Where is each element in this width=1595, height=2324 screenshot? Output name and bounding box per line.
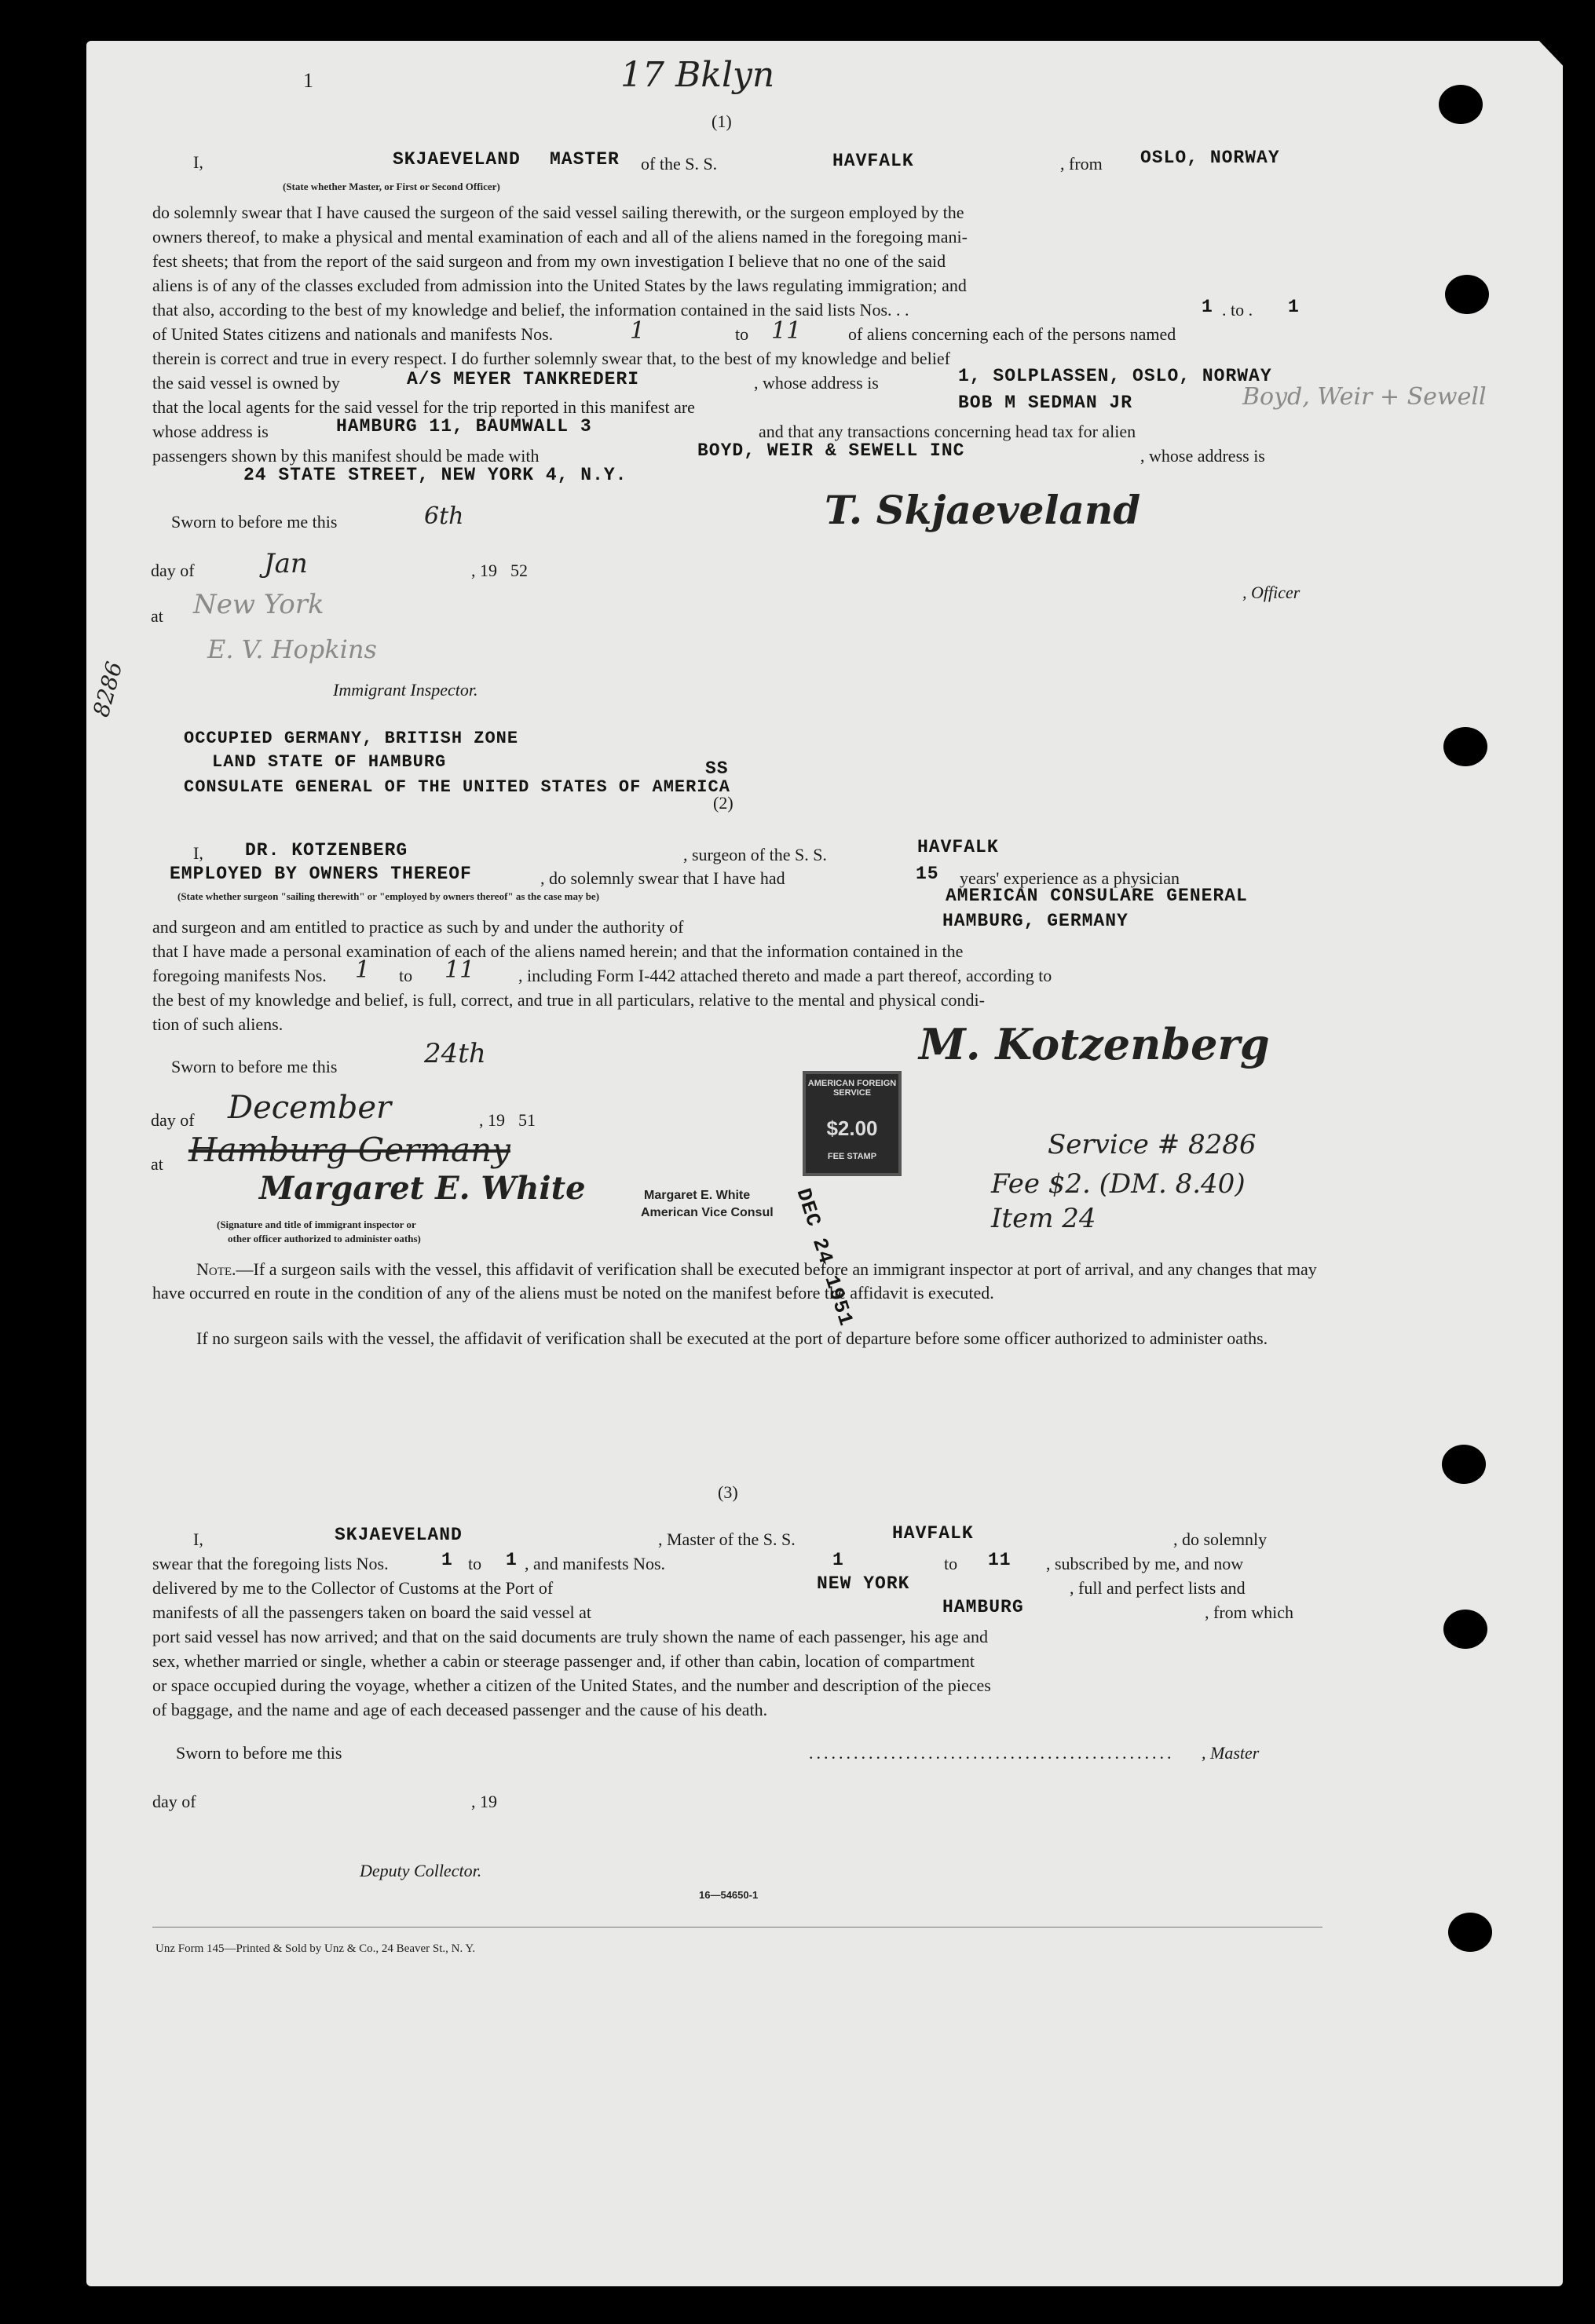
footer-divider [152, 1927, 1322, 1928]
at-label: at [151, 1154, 163, 1174]
form-number: 16—54650-1 [699, 1889, 759, 1901]
authority: AMERICAN CONSULARE GENERAL [946, 886, 1248, 906]
body-line: of baggage, and the name and age of each deceased passenger and the cause of his death. [152, 1700, 768, 1719]
note-text: —If a surgeon sails with the vessel, this affidavit of verification shall be executed before an immigrant inspector at port of arrival, and any changes that may have occurred en route in the condition of any of the aliens must be noted on the manifest before the affidavit is executed. [152, 1259, 1317, 1303]
lists-from: 1 [441, 1550, 453, 1570]
body-line: the said vessel is owned by [152, 373, 340, 393]
lists-to: 1 [506, 1550, 518, 1570]
consulate-stamp-line: OCCUPIED GERMANY, BRITISH ZONE [184, 729, 519, 748]
text-intro: I, [193, 843, 203, 863]
body-line: tion of such aliens. [152, 1014, 284, 1034]
punch-hole [1443, 1610, 1487, 1649]
collector-caption: Deputy Collector. [360, 1861, 482, 1880]
year-label: , 19 [471, 561, 497, 580]
arrival-port: NEW YORK [817, 1573, 910, 1594]
text-intro: I, [193, 1529, 203, 1549]
body-line: , including Form I-442 attached thereto and made a part thereof, according to [518, 966, 1052, 985]
body-line: that I have made a personal examination of each of the aliens named herein; and that the information contained in the [152, 941, 964, 961]
employment-caption: (State whether surgeon "sailing therewith" or "employed by owners thereof" as the case may be) [177, 890, 600, 902]
sworn-day: 6th [424, 502, 464, 530]
master-name: SKJAEVELAND [335, 1525, 463, 1545]
manifests-to-hand: 11 [771, 317, 802, 345]
manifests-from-hand: 1 [630, 317, 646, 345]
vessel-owner: A/S MEYER TANKREDERI [407, 369, 640, 389]
handwritten-port-note: 17 Bklyn [620, 55, 775, 95]
text-surgeon-of: , surgeon of the S. S. [683, 845, 827, 864]
body-line: whose address is [152, 422, 269, 441]
manifests-to: 11 [444, 956, 475, 984]
owner-address: 1, SOLPLASSEN, OSLO, NORWAY [958, 366, 1272, 386]
margin-number: 8286 [88, 659, 128, 720]
body-line: years' experience as a physician [960, 868, 1180, 888]
punch-hole [1439, 85, 1483, 124]
consul-name: Margaret E. White [644, 1189, 751, 1202]
officer-label: , Officer [1242, 583, 1301, 602]
body-line: that also, according to the best of my knowledge and belief, the information contained in the said lists Nos. . . [152, 300, 909, 320]
section-number: (3) [718, 1482, 738, 1502]
taxpayer-address: 24 STATE STREET, NEW YORK 4, N.Y. [243, 465, 627, 485]
body-line: port said vessel has now arrived; and that on the said documents are truly shown the name of each passenger, his age and [152, 1627, 988, 1646]
body-line: passengers shown by this manifest should be made with [152, 446, 540, 466]
text-intro: I, [193, 152, 203, 172]
body-line: aliens is of any of the classes excluded from admission into the United States by the laws regulating immigration; and [152, 276, 967, 295]
master-role: MASTER [550, 149, 620, 170]
consul-title: American Vice Consul [641, 1206, 774, 1219]
note-label: Note. [196, 1259, 236, 1279]
lists-from: 1 [1202, 297, 1213, 317]
body-line: swear that the foregoing lists Nos. [152, 1554, 389, 1573]
consulate-stamp-mark: SS [705, 758, 729, 779]
body-line: do solemnly swear that I have caused the surgeon of the said vessel sailing therewith, or the surgeon employed by the [152, 203, 964, 222]
body-line: , full and perfect lists and [1070, 1578, 1246, 1598]
fee-stamp-header: AMERICAN FOREIGN SERVICE [807, 1079, 897, 1098]
year-value: 51 [518, 1110, 536, 1130]
role-caption: (State whether Master, or First or Second Officer) [283, 181, 500, 192]
note-paragraph [152, 1258, 1322, 1305]
section-number: (1) [712, 111, 732, 131]
consulate-stamp-line: CONSULATE GENERAL OF THE UNITED STATES OF AMERICA [184, 777, 730, 797]
local-agent: BOB M SEDMAN JR [958, 393, 1133, 413]
vessel-name: HAVFALK [917, 837, 999, 857]
head-tax-payer: BOYD, WEIR & SEWELL INC [697, 440, 965, 461]
sworn-label: Sworn to before me this [171, 512, 338, 532]
text-from: , from [1060, 154, 1103, 174]
fee-stamp [803, 1071, 902, 1176]
body-line: therein is correct and true in every respect. I do further solemnly swear that, to the best of my knowledge and belief [152, 349, 950, 368]
body-line: , from which [1205, 1602, 1294, 1622]
text-to: . to . [1222, 300, 1253, 320]
surgeon-employment: EMPLOYED BY OWNERS THEREOF [170, 864, 472, 884]
sworn-place: New York [193, 589, 324, 620]
surgeon-signature: M. Kotzenberg [919, 1019, 1270, 1069]
at-label: at [151, 606, 163, 626]
authority-place: HAMBURG, GERMANY [942, 911, 1129, 931]
printer-credit: Unz Form 145—Printed & Sold by Unz & Co., 24 Beaver St., N. Y. [155, 1942, 476, 1955]
consulate-stamp-line: LAND STATE OF HAMBURG [212, 752, 447, 772]
body-line: delivered by me to the Collector of Customs at the Port of [152, 1578, 554, 1598]
text-master-of: , Master of the S. S. [658, 1529, 796, 1549]
manifests-to: 11 [988, 1550, 1012, 1570]
signature-caption: (Signature and title of immigrant inspector or [217, 1219, 416, 1230]
date-stamp: DEC 24 1951 [791, 1186, 858, 1329]
text-to: to [468, 1554, 482, 1573]
body-line: sex, whether married or single, whether a cabin or steerage passenger and, if other than cabin, location of compartment [152, 1651, 975, 1671]
body-line: of aliens concerning each of the persons named [848, 324, 1176, 344]
year-label: , 19 [479, 1110, 505, 1130]
day-of-label: day of [151, 1110, 195, 1130]
text-whose-address: , whose address is [754, 373, 879, 393]
punch-hole [1443, 727, 1487, 766]
vessel-name: HAVFALK [892, 1523, 974, 1544]
day-of-label: day of [152, 1792, 196, 1811]
body-line: , subscribed by me, and now [1046, 1554, 1244, 1573]
lists-to: 1 [1288, 297, 1300, 317]
punch-hole [1442, 1445, 1486, 1484]
agent-handwritten: Boyd, Weir + Sewell [1242, 383, 1487, 411]
departure-port: HAMBURG [942, 1597, 1024, 1617]
punch-hole [1445, 275, 1489, 314]
body-line: and surgeon and am entitled to practice as such by and under the authority of [152, 917, 684, 937]
body-line: , and manifests Nos. [525, 1554, 666, 1573]
body-line: the best of my knowledge and belief, is full, correct, and true in all particulars, relative to the mental and physical condi- [152, 990, 985, 1010]
inspector-caption: Immigrant Inspector. [333, 680, 478, 700]
day-of-label: day of [151, 561, 195, 580]
service-number-note: Service # 8286 [1048, 1129, 1257, 1160]
body-line: and that any transactions concerning head tax for alien [759, 422, 1136, 441]
sworn-label: Sworn to before me this [176, 1743, 342, 1763]
inspector-signature: E. V. Hopkins [207, 634, 377, 664]
text-to: to [944, 1554, 958, 1573]
body-line: , do solemnly swear that I have had [540, 868, 785, 888]
body-line: that the local agents for the said vessel for the trip reported in this manifest are [152, 397, 695, 417]
manifests-from: 1 [832, 1550, 844, 1570]
sworn-month: December [228, 1090, 392, 1126]
section-number: (2) [713, 793, 733, 813]
body-line: manifests of all the passengers taken on board the said vessel at [152, 1602, 592, 1622]
year-label: , 19 [471, 1792, 497, 1811]
departure-port: OSLO, NORWAY [1140, 148, 1280, 168]
sworn-place: Hamburg Germany [188, 1131, 510, 1169]
master-label: , Master [1202, 1743, 1260, 1763]
master-name: SKJAEVELAND [393, 149, 521, 170]
manifests-from: 1 [355, 956, 371, 984]
body-line: owners thereof, to make a physical and mental examination of each and all of the aliens named in the foregoing mani- [152, 227, 968, 247]
consul-signature: Margaret E. White [259, 1170, 586, 1207]
surgeon-name: DR. KOTZENBERG [245, 840, 408, 861]
sworn-day: 24th [424, 1038, 486, 1069]
text-whose-address: , whose address is [1140, 446, 1265, 466]
page-mark: 1 [303, 69, 313, 92]
sworn-month: Jan [264, 548, 308, 579]
item-note: Item 24 [991, 1203, 1096, 1234]
agent-address: HAMBURG 11, BAUMWALL 3 [336, 416, 592, 437]
punch-hole [1448, 1913, 1492, 1952]
body-line: of United States citizens and nationals and manifests Nos. [152, 324, 554, 344]
year-value: 52 [510, 561, 528, 580]
master-signature-line: ................................................. [809, 1743, 1175, 1763]
body-line: or space occupied during the voyage, whether a citizen of the United States, and the number and description of the pieces [152, 1675, 991, 1695]
years-experience: 15 [916, 864, 939, 884]
note-paragraph-2: If no surgeon sails with the vessel, the affidavit of verification shall be executed at the port of departure before some officer authorized to administer oaths. [196, 1328, 1268, 1348]
master-signature: T. Skjaeveland [825, 487, 1141, 533]
sworn-label: Sworn to before me this [171, 1057, 338, 1076]
signature-caption: other officer authorized to administer oaths) [228, 1233, 421, 1244]
text-to: to [399, 966, 413, 985]
text-of-ss: of the S. S. [641, 154, 718, 174]
vessel-name: HAVFALK [832, 151, 914, 171]
fee-note: Fee $2. (DM. 8.40) [991, 1168, 1246, 1200]
body-line: fest sheets; that from the report of the said surgeon and from my own investigation I believe that no one of the said [152, 251, 946, 271]
body-line: foregoing manifests Nos. [152, 966, 327, 985]
body-line: , do solemnly [1173, 1529, 1268, 1549]
text-to: to [735, 324, 749, 344]
fee-stamp-footer: FEE STAMP [827, 1152, 877, 1161]
fee-stamp-amount: $2.00 [826, 1116, 878, 1140]
